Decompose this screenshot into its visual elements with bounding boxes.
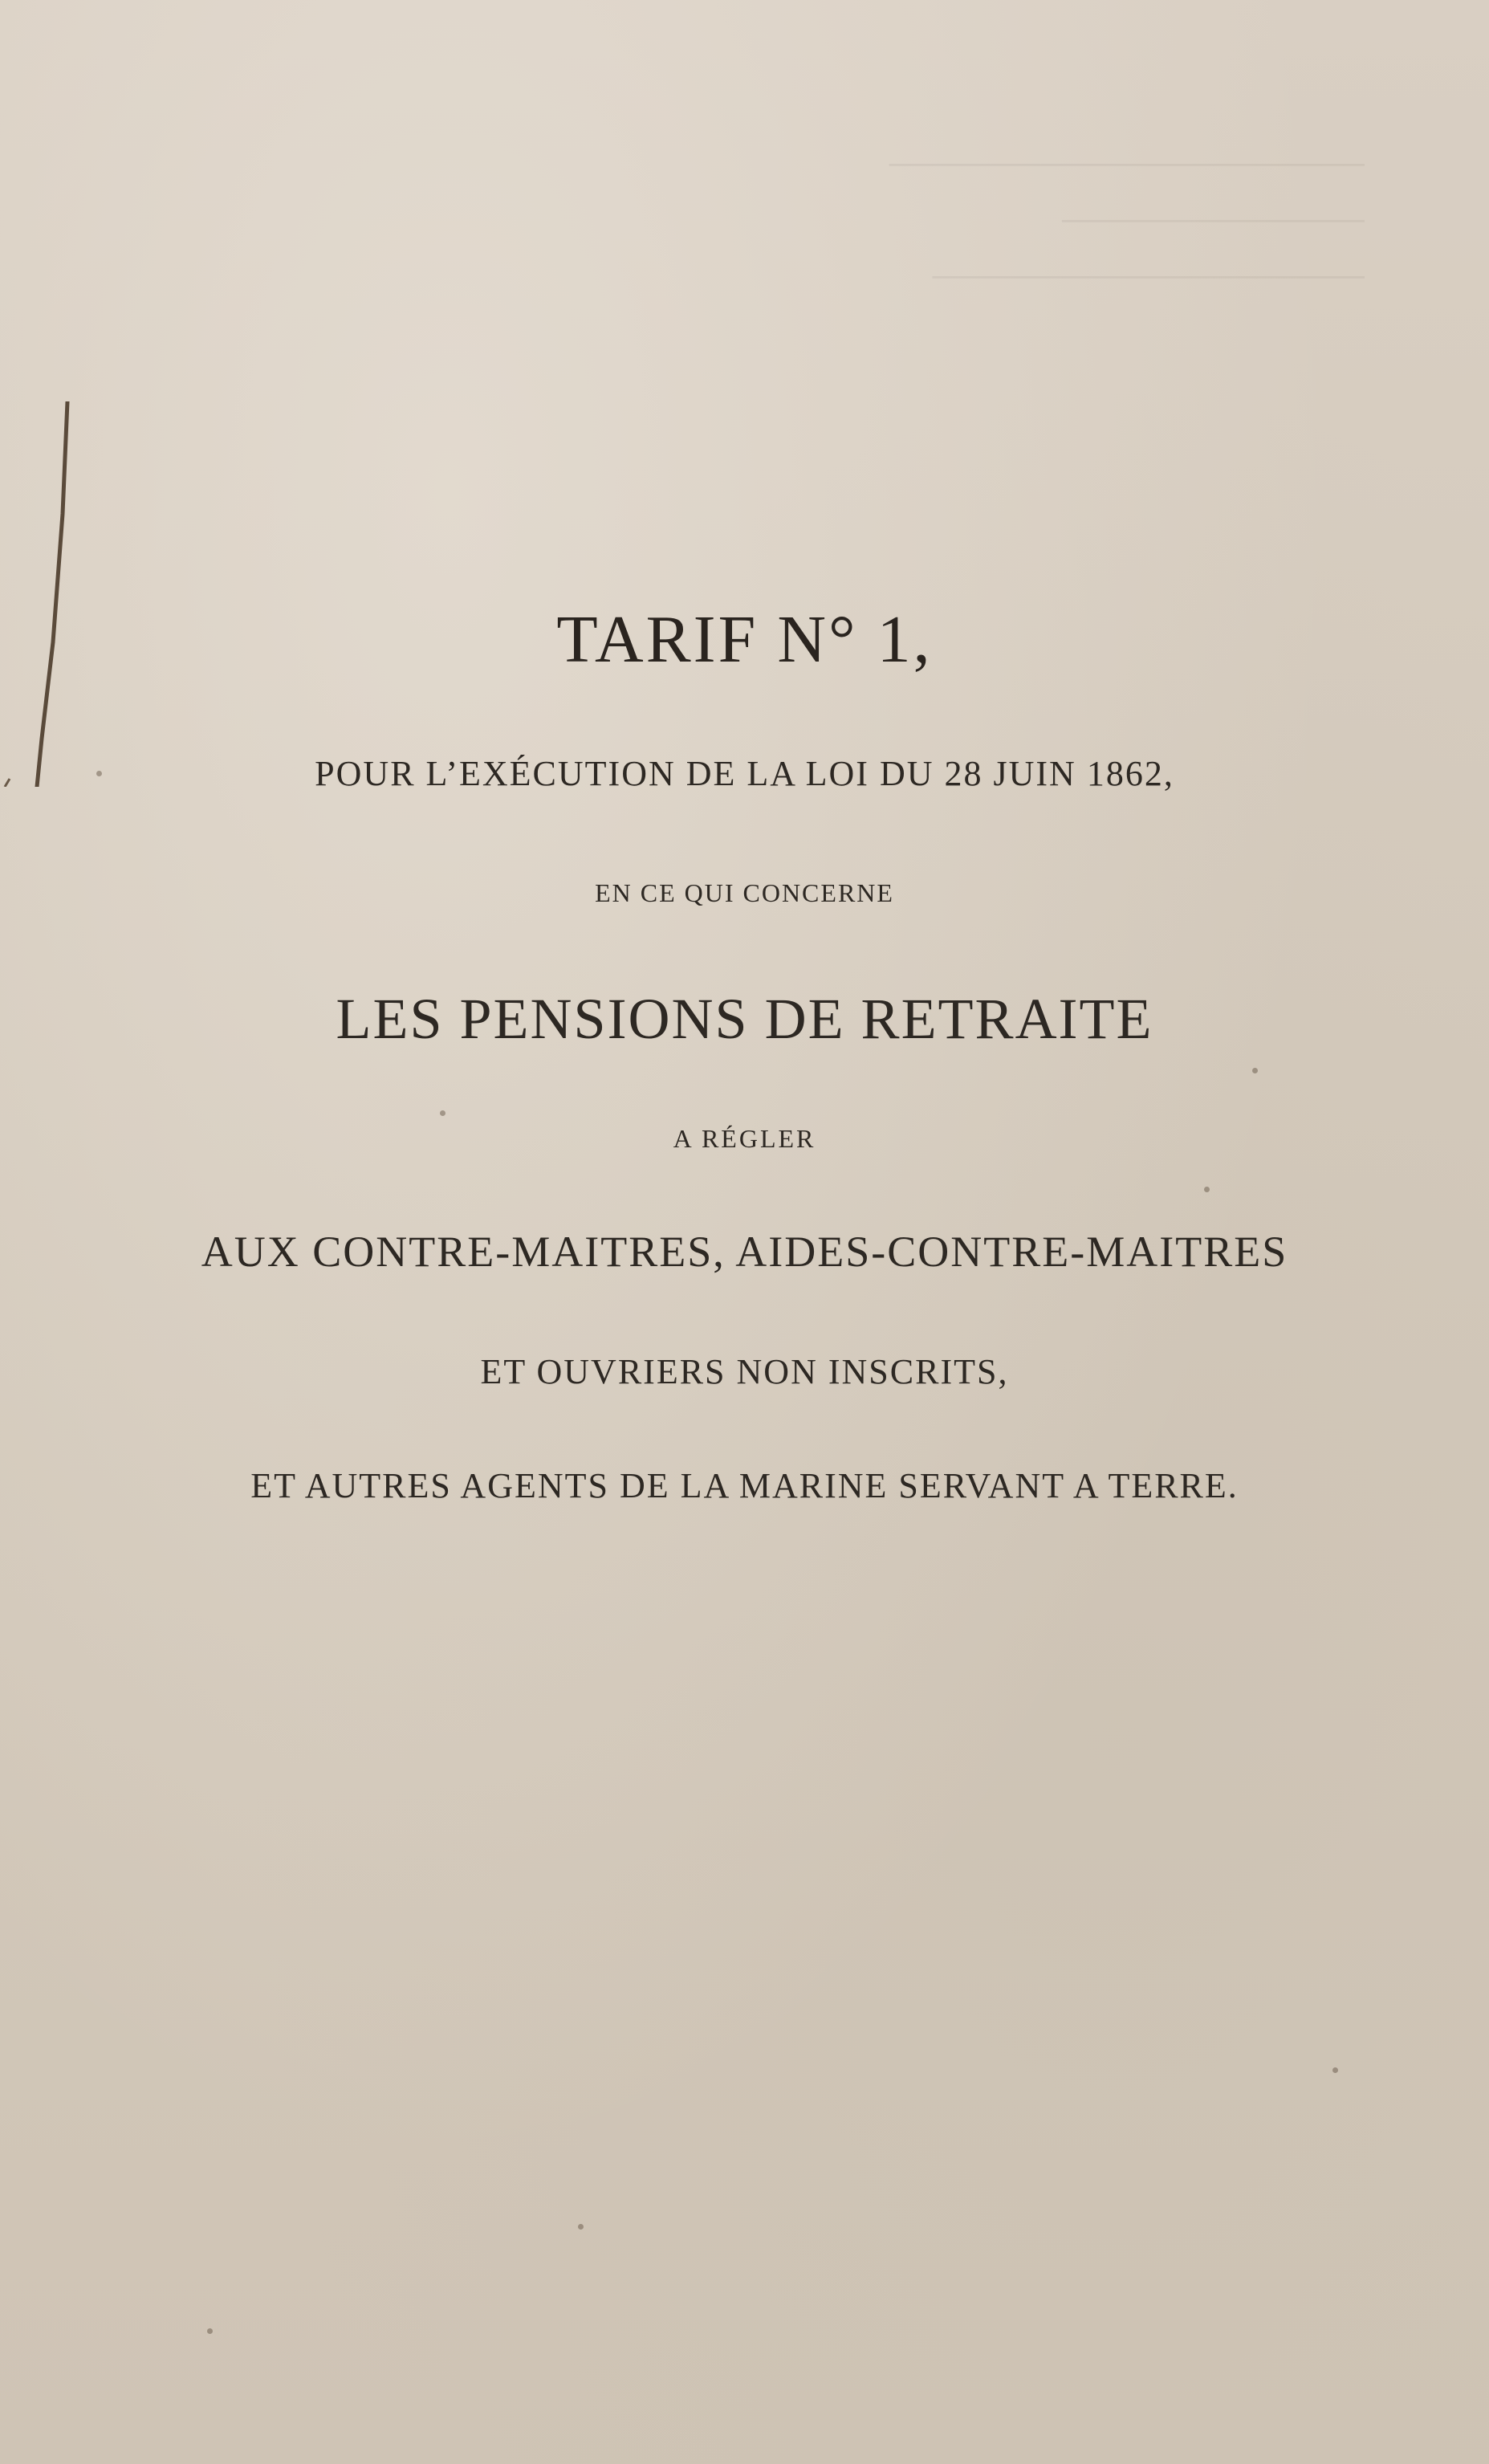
subtitle-concerne: EN CE QUI CONCERNE (595, 878, 894, 907)
paper-speck (440, 1110, 445, 1116)
subtitle-execution: POUR L’EXÉCUTION DE LA LOI DU 28 JUIN 1862, (315, 754, 1174, 793)
heading-pensions: LES PENSIONS DE RETRAITE (336, 987, 1153, 1051)
bleed-through-texture: ────────────────────── ────────────── ──────────────────── (889, 148, 1365, 294)
margin-thread-mark (0, 401, 72, 787)
paper-speck (207, 2328, 213, 2334)
paper-speck (1332, 2067, 1338, 2073)
subtitle-regler: A RÉGLER (673, 1124, 816, 1153)
paper-speck (1252, 1068, 1258, 1073)
subtitle-ouvriers: ET OUVRIERS NON INSCRITS, (480, 1352, 1009, 1391)
page-title: TARIF N° 1, (556, 602, 933, 677)
subtitle-autres-agents: ET AUTRES AGENTS DE LA MARINE SERVANT A TERRE. (250, 1466, 1239, 1505)
paper-speck (1204, 1187, 1210, 1192)
paper-speck (578, 2224, 584, 2230)
heading-contre-maitres: AUX CONTRE-MAITRES, AIDES-CONTRE-MAITRES (201, 1228, 1288, 1276)
